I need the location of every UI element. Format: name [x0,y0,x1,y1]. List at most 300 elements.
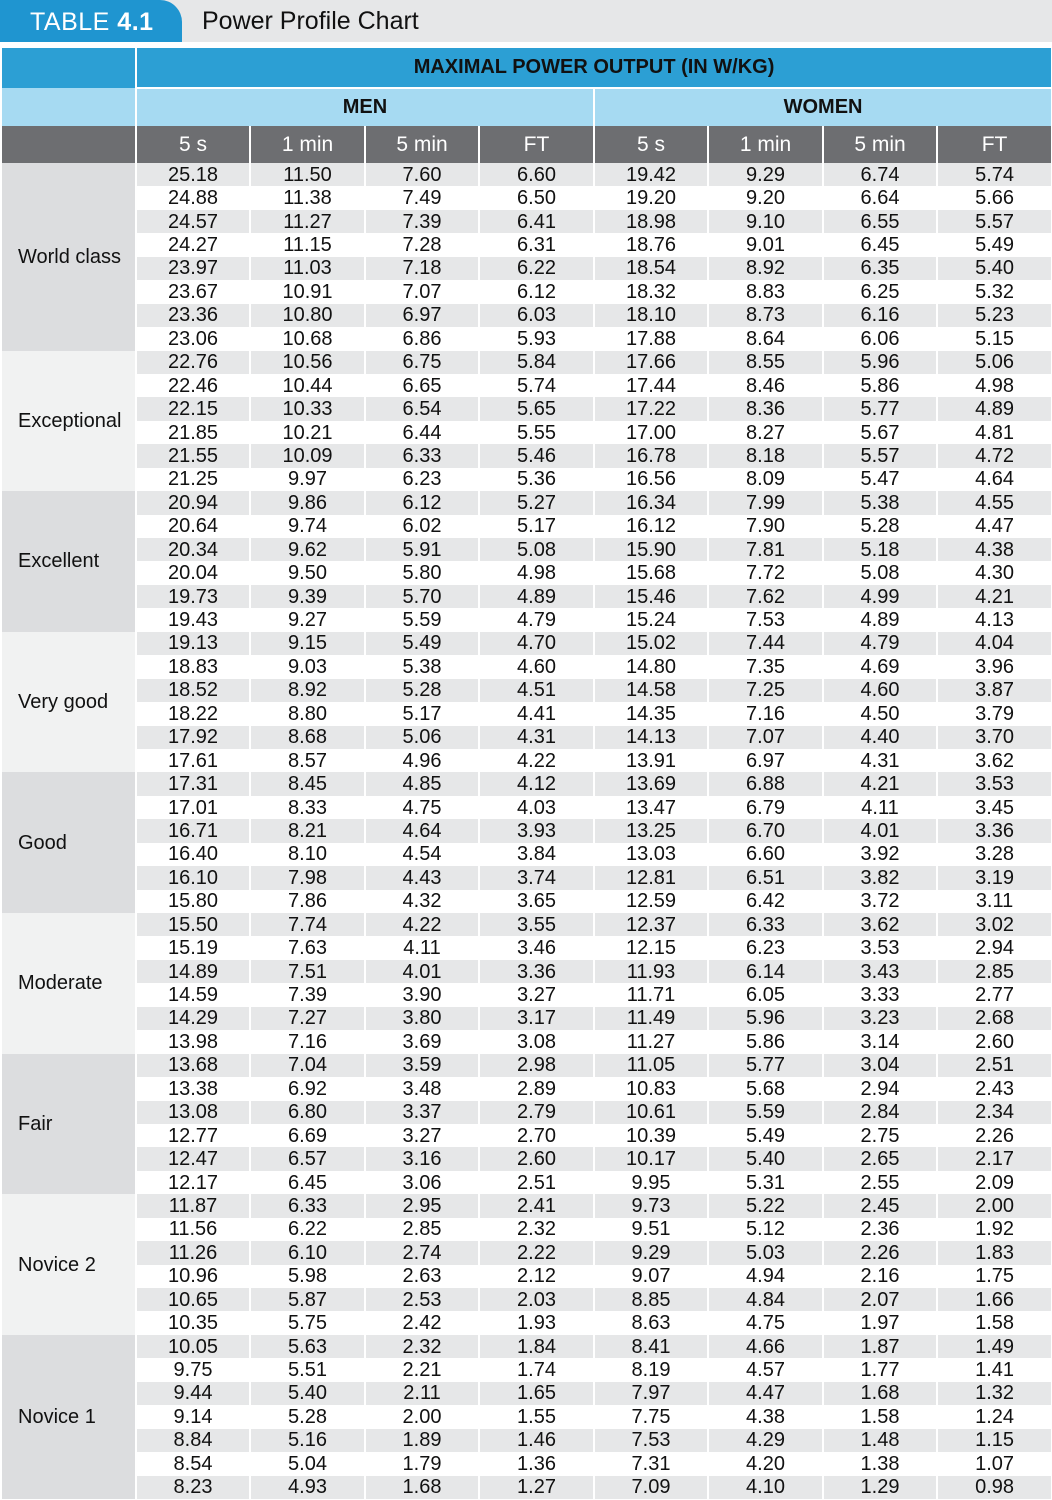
table-cell: 17.66 [594,351,708,374]
table-cell: 6.31 [479,233,594,256]
table-row [2,1194,1051,1217]
table-cell: 5.36 [479,468,594,491]
table-row [2,1452,1051,1475]
table-cell: 1.07 [937,1452,1051,1475]
table-cell: 7.60 [365,163,479,186]
table-cell: 2.21 [365,1358,479,1381]
table-cell: 3.36 [479,960,594,983]
table-cell: 9.73 [594,1194,708,1217]
table-row [2,1382,1051,1405]
table-cell: 17.22 [594,397,708,420]
table-cell: 13.25 [594,819,708,842]
table-cell: 10.21 [250,421,365,444]
category-group [2,913,1051,1054]
table-cell: 8.10 [250,843,365,866]
table-cell: 5.06 [937,351,1051,374]
table-row [2,515,1051,538]
table-row [2,585,1051,608]
table-cell: 3.87 [937,679,1051,702]
table-cell: 7.62 [708,585,823,608]
table-cell: 2.00 [365,1405,479,1428]
table-cell: 6.57 [250,1147,365,1170]
table-cell: 1.97 [823,1311,937,1334]
table-row [2,1077,1051,1100]
table-cell: 4.11 [365,936,479,959]
table-cell: 16.56 [594,468,708,491]
table-cell: 3.33 [823,983,937,1006]
table-cell: 3.82 [823,866,937,889]
table-cell: 11.26 [136,1241,250,1264]
table-cell: 1.48 [823,1429,937,1452]
category-group [2,1335,1051,1499]
table-cell: 7.53 [708,608,823,631]
table-cell: 17.01 [136,796,250,819]
category-group [2,163,1051,351]
table-cell: 9.51 [594,1218,708,1241]
table-cell: 4.57 [708,1358,823,1381]
table-cell: 6.75 [365,351,479,374]
table-cell: 18.32 [594,280,708,303]
col-header: 5 min [365,126,479,163]
table-cell: 4.89 [823,608,937,631]
table-cell: 2.65 [823,1147,937,1170]
table-cell: 1.65 [479,1382,594,1405]
table-cell: 5.32 [937,280,1051,303]
table-cell: 1.92 [937,1218,1051,1241]
table-number-tag [0,0,182,42]
table-cell: 1.66 [937,1288,1051,1311]
table-cell: 1.77 [823,1358,937,1381]
table-cell: 13.38 [136,1077,250,1100]
table-cell: 5.77 [823,397,937,420]
table-cell: 11.27 [594,1030,708,1053]
table-cell: 1.46 [479,1429,594,1452]
header-corner [2,48,136,88]
table-cell: 15.68 [594,561,708,584]
table-cell: 16.12 [594,515,708,538]
table-cell: 1.83 [937,1241,1051,1264]
table-cell: 3.37 [365,1101,479,1124]
table-cell: 2.85 [937,960,1051,983]
table-cell: 5.28 [823,515,937,538]
table-cell: 9.07 [594,1265,708,1288]
table-cell: 18.22 [136,702,250,725]
table-cell: 19.42 [594,163,708,186]
table-row [2,397,1051,420]
table-cell: 20.94 [136,491,250,514]
table-cell: 19.20 [594,186,708,209]
table-cell: 5.38 [823,491,937,514]
table-cell: 5.49 [708,1124,823,1147]
table-cell: 7.44 [708,632,823,655]
table-cell: 5.98 [250,1265,365,1288]
category-label: Exceptional [2,351,136,492]
table-cell: 4.13 [937,608,1051,631]
table-row [2,186,1051,209]
table-cell: 6.14 [708,960,823,983]
table-cell: 5.66 [937,186,1051,209]
table-cell: 12.17 [136,1171,250,1194]
table-cell: 0.98 [937,1476,1051,1499]
table-cell: 5.18 [823,538,937,561]
table-cell: 9.14 [136,1405,250,1428]
table-row [2,819,1051,842]
table-cell: 8.68 [250,726,365,749]
table-cell: 6.50 [479,186,594,209]
table-cell: 20.64 [136,515,250,538]
table-cell: 1.89 [365,1429,479,1452]
table-cell: 3.80 [365,1007,479,1030]
table-cell: 4.60 [479,655,594,678]
table-row [2,749,1051,772]
table-cell: 4.85 [365,772,479,795]
table-cell: 11.87 [136,1194,250,1217]
table-cell: 24.88 [136,186,250,209]
table-row [2,257,1051,280]
table-cell: 6.80 [250,1101,365,1124]
table-row [2,655,1051,678]
table-cell: 1.27 [479,1476,594,1499]
table-row [2,1429,1051,1452]
table-cell: 6.23 [365,468,479,491]
table-cell: 2.79 [479,1101,594,1124]
table-cell: 10.05 [136,1335,250,1358]
header-men: MEN [136,88,594,126]
table-cell: 4.20 [708,1452,823,1475]
table-cell: 5.57 [937,210,1051,233]
table-cell: 7.27 [250,1007,365,1030]
table-cell: 3.92 [823,843,937,866]
table-cell: 2.60 [479,1147,594,1170]
table-row [2,1335,1051,1358]
table-cell: 7.74 [250,913,365,936]
table-row [2,561,1051,584]
table-cell: 7.28 [365,233,479,256]
table-cell: 8.57 [250,749,365,772]
table-cell: 4.01 [823,819,937,842]
table-cell: 7.35 [708,655,823,678]
table-cell: 6.74 [823,163,937,186]
table-cell: 21.85 [136,421,250,444]
table-cell: 7.51 [250,960,365,983]
table-cell: 5.57 [823,444,937,467]
table-cell: 1.93 [479,1311,594,1334]
table-cell: 6.22 [250,1218,365,1241]
table-row [2,421,1051,444]
table-cell: 5.91 [365,538,479,561]
table-cell: 2.32 [365,1335,479,1358]
table-cell: 8.33 [250,796,365,819]
table-row [2,843,1051,866]
table-row [2,468,1051,491]
table-cell: 17.61 [136,749,250,772]
table-cell: 2.68 [937,1007,1051,1030]
table-cell: 2.55 [823,1171,937,1194]
table-cell: 2.94 [823,1077,937,1100]
table-cell: 15.80 [136,890,250,913]
table-cell: 2.32 [479,1218,594,1241]
table-cell: 5.55 [479,421,594,444]
table-cell: 4.64 [937,468,1051,491]
table-cell: 6.44 [365,421,479,444]
table-cell: 5.15 [937,327,1051,350]
header-corner-2 [2,88,136,126]
table-cell: 23.67 [136,280,250,303]
table-cell: 1.49 [937,1335,1051,1358]
table-cell: 2.77 [937,983,1051,1006]
table-cell: 17.92 [136,726,250,749]
table-cell: 15.19 [136,936,250,959]
table-cell: 6.45 [823,233,937,256]
table-row [2,280,1051,303]
table-cell: 2.51 [937,1054,1051,1077]
table-cell: 18.10 [594,304,708,327]
table-cell: 4.79 [823,632,937,655]
table-cell: 8.36 [708,397,823,420]
table-cell: 4.75 [365,796,479,819]
table-cell: 5.84 [479,351,594,374]
table-cell: 3.53 [937,772,1051,795]
table-row [2,538,1051,561]
table-cell: 4.12 [479,772,594,795]
table-row [2,796,1051,819]
table-cell: 14.58 [594,679,708,702]
table-cell: 6.69 [250,1124,365,1147]
table-cell: 4.50 [823,702,937,725]
table-cell: 3.36 [937,819,1051,842]
table-cell: 8.45 [250,772,365,795]
table-row [2,632,1051,655]
table-cell: 5.96 [708,1007,823,1030]
table-cell: 2.16 [823,1265,937,1288]
table-cell: 17.00 [594,421,708,444]
table-cell: 3.84 [479,843,594,866]
table-cell: 2.51 [479,1171,594,1194]
table-cell: 12.77 [136,1124,250,1147]
col-header: FT [937,126,1051,163]
table-row [2,679,1051,702]
table-cell: 5.08 [479,538,594,561]
table-cell: 16.78 [594,444,708,467]
table-cell: 4.98 [479,561,594,584]
table-cell: 10.09 [250,444,365,467]
table-cell: 1.79 [365,1452,479,1475]
table-cell: 8.83 [708,280,823,303]
table-cell: 4.79 [479,608,594,631]
table-row [2,983,1051,1006]
table-row [2,351,1051,374]
table-cell: 4.38 [708,1405,823,1428]
table-cell: 4.41 [479,702,594,725]
table-cell: 5.28 [250,1405,365,1428]
table-cell: 4.30 [937,561,1051,584]
table-cell: 5.08 [823,561,937,584]
table-cell: 5.59 [708,1101,823,1124]
table-cell: 6.23 [708,936,823,959]
table-cell: 2.11 [365,1382,479,1405]
table-cell: 10.35 [136,1311,250,1334]
table-cell: 20.04 [136,561,250,584]
table-cell: 6.54 [365,397,479,420]
table-cell: 2.74 [365,1241,479,1264]
table-row [2,327,1051,350]
table-cell: 4.64 [365,819,479,842]
table-cell: 3.06 [365,1171,479,1194]
table-cell: 6.25 [823,280,937,303]
table-row [2,1101,1051,1124]
table-cell: 2.43 [937,1077,1051,1100]
table-cell: 12.81 [594,866,708,889]
table-cell: 7.18 [365,257,479,280]
table-cell: 11.93 [594,960,708,983]
table-cell: 18.76 [594,233,708,256]
table-cell: 14.59 [136,983,250,1006]
table-cell: 6.65 [365,374,479,397]
table-cell: 2.41 [479,1194,594,1217]
table-cell: 5.40 [250,1382,365,1405]
table-cell: 15.50 [136,913,250,936]
table-cell: 2.42 [365,1311,479,1334]
table-cell: 7.99 [708,491,823,514]
header-women: WOMEN [594,88,1051,126]
table-cell: 8.55 [708,351,823,374]
table-cell: 2.53 [365,1288,479,1311]
table-cell: 2.94 [937,936,1051,959]
table-cell: 3.27 [479,983,594,1006]
table-cell: 19.13 [136,632,250,655]
table-row [2,1405,1051,1428]
category-label: Novice 1 [2,1335,136,1499]
table-cell: 6.12 [479,280,594,303]
table-cell: 9.44 [136,1382,250,1405]
table-cell: 4.31 [479,726,594,749]
table-cell: 8.09 [708,468,823,491]
header-span-label: MAXIMAL POWER OUTPUT (IN W/KG) [136,48,1051,88]
table-cell: 7.81 [708,538,823,561]
table-cell: 2.63 [365,1265,479,1288]
table-cell: 8.73 [708,304,823,327]
table-row [2,702,1051,725]
table-cell: 5.77 [708,1054,823,1077]
table-cell: 7.16 [250,1030,365,1053]
table-row [2,1241,1051,1264]
table-cell: 9.75 [136,1358,250,1381]
table-cell: 9.95 [594,1171,708,1194]
table-cell: 9.86 [250,491,365,514]
table-cell: 8.63 [594,1311,708,1334]
table-title: Power Profile Chart [202,7,419,35]
table-cell: 7.39 [365,210,479,233]
table-cell: 17.31 [136,772,250,795]
table-cell: 10.83 [594,1077,708,1100]
table-cell: 7.16 [708,702,823,725]
table-cell: 6.55 [823,210,937,233]
table-row [2,1218,1051,1241]
table-cell: 2.34 [937,1101,1051,1124]
category-group [2,1194,1051,1335]
table-cell: 4.60 [823,679,937,702]
table-cell: 7.72 [708,561,823,584]
table-cell: 6.41 [479,210,594,233]
col-header: 1 min [708,126,823,163]
table-cell: 14.29 [136,1007,250,1030]
table-cell: 5.49 [937,233,1051,256]
table-cell: 3.96 [937,655,1051,678]
table-cell: 5.47 [823,468,937,491]
table-cell: 15.24 [594,608,708,631]
table-cell: 3.02 [937,913,1051,936]
table-cell: 4.75 [708,1311,823,1334]
table-cell: 7.75 [594,1405,708,1428]
table-cell: 17.44 [594,374,708,397]
table-cell: 5.22 [708,1194,823,1217]
table-cell: 3.19 [937,866,1051,889]
table-cell: 2.03 [479,1288,594,1311]
table-cell: 5.87 [250,1288,365,1311]
table-cell: 3.62 [937,749,1051,772]
table-cell: 7.63 [250,936,365,959]
table-cell: 3.17 [479,1007,594,1030]
header-row-columns [2,126,1051,163]
table-row [2,1265,1051,1288]
table-cell: 13.68 [136,1054,250,1077]
table-cell: 7.90 [708,515,823,538]
table-cell: 12.59 [594,890,708,913]
table-cell: 6.12 [365,491,479,514]
table-cell: 6.70 [708,819,823,842]
table-cell: 6.22 [479,257,594,280]
category-group [2,491,1051,632]
table-row [2,1311,1051,1334]
table-cell: 7.97 [594,1382,708,1405]
category-group [2,351,1051,492]
table-cell: 3.74 [479,866,594,889]
category-group [2,1054,1051,1195]
table-cell: 11.05 [594,1054,708,1077]
table-cell: 1.68 [365,1476,479,1499]
table-cell: 7.53 [594,1429,708,1452]
table-cell: 6.03 [479,304,594,327]
category-label: World class [2,163,136,351]
table-cell: 11.15 [250,233,365,256]
table-cell: 8.80 [250,702,365,725]
table-cell: 4.22 [479,749,594,772]
table-cell: 4.04 [937,632,1051,655]
table-cell: 1.75 [937,1265,1051,1288]
table-cell: 4.22 [365,913,479,936]
table-cell: 5.63 [250,1335,365,1358]
table-cell: 2.45 [823,1194,937,1217]
table-cell: 6.33 [250,1194,365,1217]
table-cell: 1.74 [479,1358,594,1381]
table-cell: 18.52 [136,679,250,702]
table-cell: 16.10 [136,866,250,889]
table-cell: 3.23 [823,1007,937,1030]
table-cell: 4.43 [365,866,479,889]
table-cell: 8.84 [136,1429,250,1452]
table-cell: 2.85 [365,1218,479,1241]
table-cell: 9.74 [250,515,365,538]
table-cell: 6.16 [823,304,937,327]
category-label: Moderate [2,913,136,1054]
table-cell: 5.74 [479,374,594,397]
table-cell: 10.17 [594,1147,708,1170]
col-header: 5 min [823,126,937,163]
table-cell: 2.26 [937,1124,1051,1147]
table-cell: 5.12 [708,1218,823,1241]
table-row [2,866,1051,889]
table-cell: 5.59 [365,608,479,631]
